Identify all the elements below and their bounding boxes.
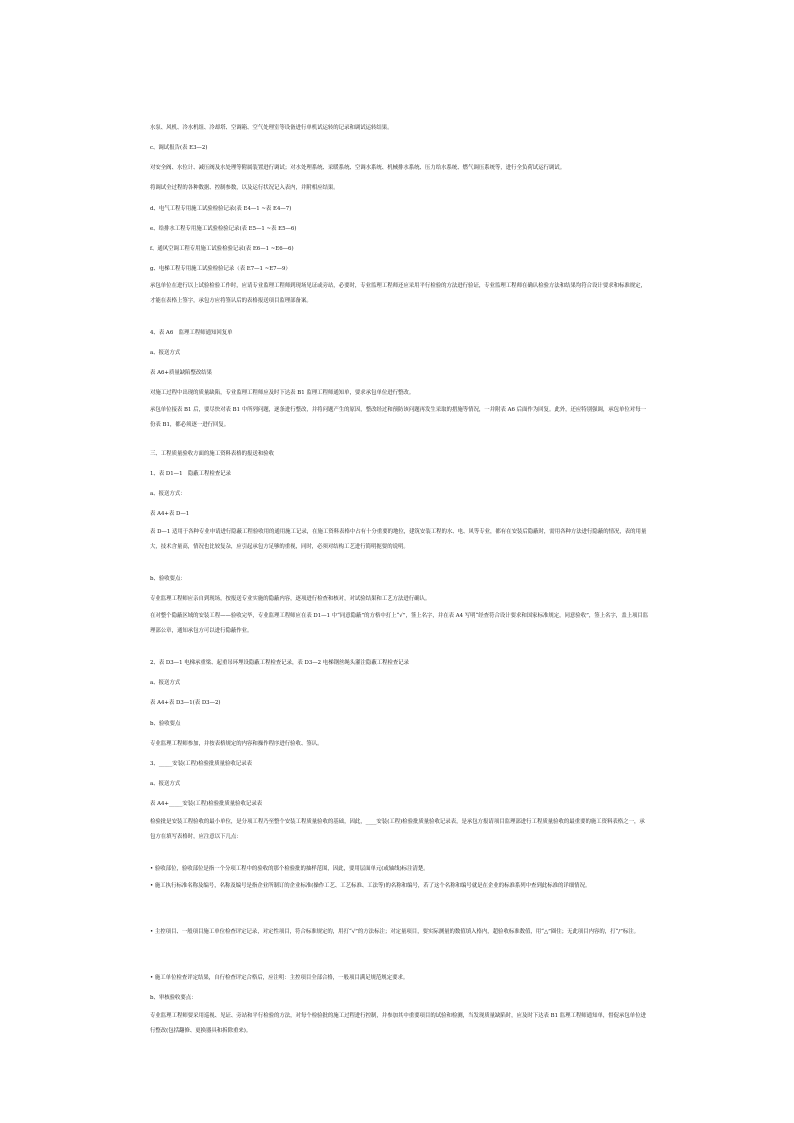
section-heading: 2、表 D3—1 电梯承重梁、起重吊环埋设隐蔽工程检查记录，表 D3—2 电梯钢丝绳头灌注隐蔽工程检查记录 xyxy=(150,660,410,666)
paragraph: 将调试全过程的各种数据、控制参数，以及运行状况记入表内，并附相应结果。 xyxy=(150,185,339,191)
section-heading: 3、_____安装(工程)检验批质量验收记录表 xyxy=(150,761,252,767)
paragraph: 水泵、风机、冷水机组、冷却塔、空调箱、空气处理室等设备进行单机试运转的记录和调试运转结果。 xyxy=(150,125,393,131)
paragraph: 专业监理工程师应亲自到现场，按报送专业实施的隐蔽内容，逐项进行检查和核对，对试验结果和工艺方法进行确认。 xyxy=(150,596,431,602)
list-item: • 主控项目、一般项目施工单位检查评定记录，对定性项目，符合标准规定的，用打“√”的方法标注；对定量项目，要实际测量的数值填入格内，超验收标准数值，用“△”圈住；无此项目内容的，打“/”标注。 xyxy=(150,929,640,935)
section-heading: 4、表 A6 监理工程师通知回复单 xyxy=(150,330,233,336)
paragraph: 在对整个隐蔽区域的安装工程——验收完毕，专业监理工程师应在表 D1—1 中“同意隐蔽”的方格中打上“√”，签上名字，并在表 A4 写明“经查符合设计要求和国家标准规定，同意验收”，签上名字，盖上项目监理部公章，通知承包方可以进行隐蔽作业。 xyxy=(150,613,649,634)
paragraph: c、调试报告(表 E3—2) xyxy=(150,145,208,151)
paragraph: 表 A4+_____安装(工程)检验批质量验收记录表 xyxy=(150,801,263,807)
paragraph: a、报送方式 xyxy=(150,350,181,356)
paragraph: 表 A4+表 D—1 xyxy=(150,511,190,517)
paragraph: a、报送方式： xyxy=(150,491,186,497)
paragraph: e、给排水工程专用施工试验检验记录(表 E5—1 ~表 E5—6) xyxy=(150,226,297,232)
list-item: • 施工单位检查评定结果，自行检查评定合格后，应注明：主控项目全部合格，一般项目满足规范规定要求。 xyxy=(150,975,409,981)
paragraph: a、报送方式 xyxy=(150,680,181,686)
paragraph: 检验批是安装工程验收的最小单位，是分项工程乃至整个安装工程质量验收的基础，因此，____安装(工程)检验批质量验收记录表，是承包方报请项目监理部进行工程质量验收的最重要的施工资料表格之一，承包方在填写表格时，应注意以下几点： xyxy=(150,819,645,840)
paragraph: b、审核验收要点： xyxy=(150,995,197,1001)
paragraph: 表 A4+表 D3—1(表 D3—2) xyxy=(150,700,221,706)
list-item: • 验收部位，验收部位是指一个分项工程中的验收的那个检验批的抽样范围，因此，要用层面单元(或轴线)标注清楚。 xyxy=(150,866,429,872)
paragraph: b、验收要点 xyxy=(150,721,181,727)
paragraph: d、电气工程专用施工试验检验记录(表 E4—1 ~表 E4—7) xyxy=(150,206,292,212)
paragraph: 承包单位接表 B1 后，要尽快对表 B1 中所列问题，逐条进行整改，并将问题产生的原因，整改经过和预防该问题再发生采取的措施等情况，一并附表 A6 后面作为回复。此外，还应特别强调，承包单位对每一份表 B1，都必须逐一进行回复。 xyxy=(150,407,646,428)
paragraph: 专业监理工程师参加，并按表格规定的内容和操作程序进行验收、签认。 xyxy=(150,741,323,747)
paragraph: 对施工过程中出现的质量缺陷，专业监理工程师应及时下达表 B1 监理工程师通知单，要求承包单位进行整改。 xyxy=(150,390,415,396)
paragraph: a、报送方式 xyxy=(150,781,181,787)
paragraph: 1、表 D1—1 隐蔽工程检查记录 xyxy=(150,471,232,477)
paragraph: 承包单位在进行以上试验检验工作时，应请专业监理工程师到现场见证或旁站，必要时，专业监理工程师还应采用平行检验的方法进行验证，专业监理工程师在确认检验方法和结果均符合设计要求和标准规定，才能在表格上签字，承包方应将签认后的表格报送项目监理部备案。 xyxy=(150,283,646,304)
paragraph: 表 D—1 适用于各种专业申请进行隐蔽工程验收用的通用施工记录，在施工资料表格中占有十分重要的地位，建筑安装工程的水、电、风等专业，都有在安装后隐蔽时，需用各种方法进行隐蔽的情况，表的用量大，技术含量高，情况也比较复杂，应引起承包方足够的重视，同时，必须对结构工艺进行简明扼要的说明。 xyxy=(150,529,647,550)
paragraph: b、验收要点： xyxy=(150,576,186,582)
list-item: • 施工执行标准名称及编号，名称及编号是指企业所制订的企业标准(操作工艺、工艺标准、工法等)的名称和编号，若了这个名称和编号就是在企业的标准系列中查到此标准的详细情况。 xyxy=(150,883,591,889)
paragraph: f、通风空调工程专用施工试验检验记录(表 E6—1 ~E6—6) xyxy=(150,246,294,252)
section-heading: 三、工程质量验收方面的施工资料表格的报送和验收 xyxy=(150,451,274,457)
paragraph: g、电梯工程专用施工试验检验记录（表 E7—1 ~E7—9） xyxy=(150,266,291,272)
paragraph: 表 A6+质量缺陷整改结果 xyxy=(150,370,213,376)
paragraph: 专业监理工程师要采用巡视、见证、旁站和平行检验的方法，对每个检验批的施工过程进行控制，并参加其中重要项目的试验和检测，当发现质量缺陷时，应及时下达表 B1 监理工程师通知单，督促承包单位进行整改(包括翻修、更换器具和拆除重来)。 xyxy=(150,1013,646,1034)
paragraph: 对安全阀、水位计、减压阀及水处理等附属装置进行调试；对水处理系统、采暖系统、空调水系统、机械排水系统、压力给水系统、燃气调压系统等，进行全负荷试运行调试。 xyxy=(150,165,566,171)
